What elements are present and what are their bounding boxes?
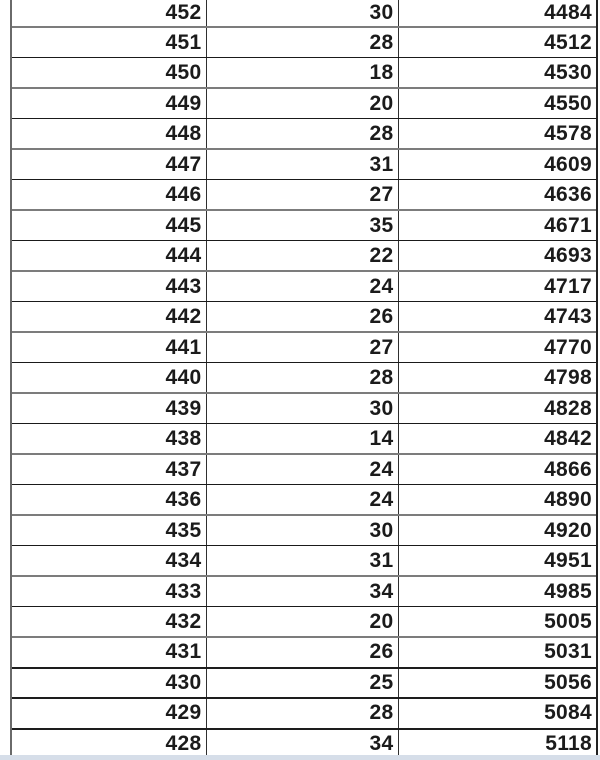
cell-cumulative[interactable]: 4920: [398, 515, 596, 546]
table-row: [12, 241, 596, 272]
cell-score[interactable]: 435: [12, 515, 206, 546]
cell-score[interactable]: 432: [12, 607, 206, 638]
table-row: [12, 88, 596, 119]
cell-count[interactable]: 34: [206, 576, 398, 607]
table-row: [12, 668, 596, 699]
cell-count[interactable]: 20: [206, 607, 398, 638]
cell-cumulative[interactable]: 4890: [398, 485, 596, 516]
cell-count[interactable]: 28: [206, 27, 398, 58]
cell-cumulative[interactable]: 4609: [398, 149, 596, 180]
cell-count[interactable]: 35: [206, 210, 398, 241]
table-row: [12, 637, 596, 668]
cell-count[interactable]: 22: [206, 241, 398, 272]
cell-cumulative[interactable]: 4985: [398, 576, 596, 607]
cell-cumulative[interactable]: 4693: [398, 241, 596, 272]
cell-count[interactable]: 34: [206, 729, 398, 756]
cell-score[interactable]: 430: [12, 668, 206, 699]
cell-cumulative[interactable]: 4484: [398, 0, 596, 27]
cell-score[interactable]: 448: [12, 119, 206, 150]
cell-count[interactable]: 27: [206, 180, 398, 211]
cell-count[interactable]: 26: [206, 637, 398, 668]
table-row: [12, 454, 596, 485]
cell-cumulative[interactable]: 4951: [398, 546, 596, 577]
table-row: [12, 515, 596, 546]
cell-cumulative[interactable]: 4512: [398, 27, 596, 58]
cell-count[interactable]: 14: [206, 424, 398, 455]
table-body: [12, 0, 596, 755]
cell-count[interactable]: 28: [206, 698, 398, 729]
cell-count[interactable]: 25: [206, 668, 398, 699]
cell-count[interactable]: 24: [206, 485, 398, 516]
cell-score[interactable]: 449: [12, 88, 206, 119]
table-row: [12, 332, 596, 363]
cell-count[interactable]: 27: [206, 332, 398, 363]
table-row: [12, 58, 596, 89]
data-table: [12, 0, 596, 755]
cell-cumulative[interactable]: 5056: [398, 668, 596, 699]
table-row: [12, 576, 596, 607]
table-row: [12, 698, 596, 729]
cell-count[interactable]: 26: [206, 302, 398, 333]
table-row: [12, 210, 596, 241]
cell-score[interactable]: 434: [12, 546, 206, 577]
cell-cumulative[interactable]: 5031: [398, 637, 596, 668]
cell-cumulative[interactable]: 4671: [398, 210, 596, 241]
cell-score[interactable]: 429: [12, 698, 206, 729]
table-row: [12, 485, 596, 516]
cell-score[interactable]: 438: [12, 424, 206, 455]
cell-cumulative[interactable]: 4842: [398, 424, 596, 455]
cell-score[interactable]: 444: [12, 241, 206, 272]
cell-cumulative[interactable]: 4828: [398, 393, 596, 424]
cell-count[interactable]: 31: [206, 546, 398, 577]
cell-count[interactable]: 31: [206, 149, 398, 180]
table-row: [12, 729, 596, 756]
cell-score[interactable]: 446: [12, 180, 206, 211]
cell-score[interactable]: 431: [12, 637, 206, 668]
cell-score[interactable]: 442: [12, 302, 206, 333]
cell-count[interactable]: 20: [206, 88, 398, 119]
cell-cumulative[interactable]: 4578: [398, 119, 596, 150]
cell-cumulative[interactable]: 5005: [398, 607, 596, 638]
table-row: [12, 302, 596, 333]
cell-cumulative[interactable]: 4717: [398, 271, 596, 302]
cell-score[interactable]: 440: [12, 363, 206, 394]
cell-score[interactable]: 439: [12, 393, 206, 424]
cell-score[interactable]: 447: [12, 149, 206, 180]
cell-cumulative[interactable]: 5118: [398, 729, 596, 756]
table-row: [12, 119, 596, 150]
table-row: [12, 393, 596, 424]
cell-count[interactable]: 24: [206, 271, 398, 302]
cell-score[interactable]: 451: [12, 27, 206, 58]
cell-cumulative[interactable]: 4550: [398, 88, 596, 119]
cell-count[interactable]: 28: [206, 119, 398, 150]
cell-cumulative[interactable]: 4866: [398, 454, 596, 485]
cell-score[interactable]: 452: [12, 0, 206, 27]
table-row: [12, 180, 596, 211]
cell-score[interactable]: 450: [12, 58, 206, 89]
window-bottom-edge: [0, 755, 600, 760]
table-row: [12, 149, 596, 180]
table-row: [12, 424, 596, 455]
spreadsheet-grid: [10, 0, 598, 755]
cell-cumulative[interactable]: 5084: [398, 698, 596, 729]
table-row: [12, 363, 596, 394]
table-row: [12, 0, 596, 27]
cell-cumulative[interactable]: 4743: [398, 302, 596, 333]
cell-count[interactable]: 24: [206, 454, 398, 485]
cell-score[interactable]: 437: [12, 454, 206, 485]
cell-score[interactable]: 443: [12, 271, 206, 302]
cell-score[interactable]: 441: [12, 332, 206, 363]
cell-score[interactable]: 433: [12, 576, 206, 607]
cell-count[interactable]: 30: [206, 393, 398, 424]
cell-cumulative[interactable]: 4770: [398, 332, 596, 363]
cell-score[interactable]: 445: [12, 210, 206, 241]
table-row: [12, 607, 596, 638]
table-row: [12, 546, 596, 577]
cell-score[interactable]: 436: [12, 485, 206, 516]
cell-cumulative[interactable]: 4636: [398, 180, 596, 211]
cell-count[interactable]: 30: [206, 515, 398, 546]
table-row: [12, 271, 596, 302]
cell-cumulative[interactable]: 4798: [398, 363, 596, 394]
table-row: [12, 27, 596, 58]
cell-count[interactable]: 30: [206, 0, 398, 27]
cell-count[interactable]: 28: [206, 363, 398, 394]
cell-count[interactable]: 18: [206, 58, 398, 89]
cell-cumulative[interactable]: 4530: [398, 58, 596, 89]
cell-score[interactable]: 428: [12, 729, 206, 756]
